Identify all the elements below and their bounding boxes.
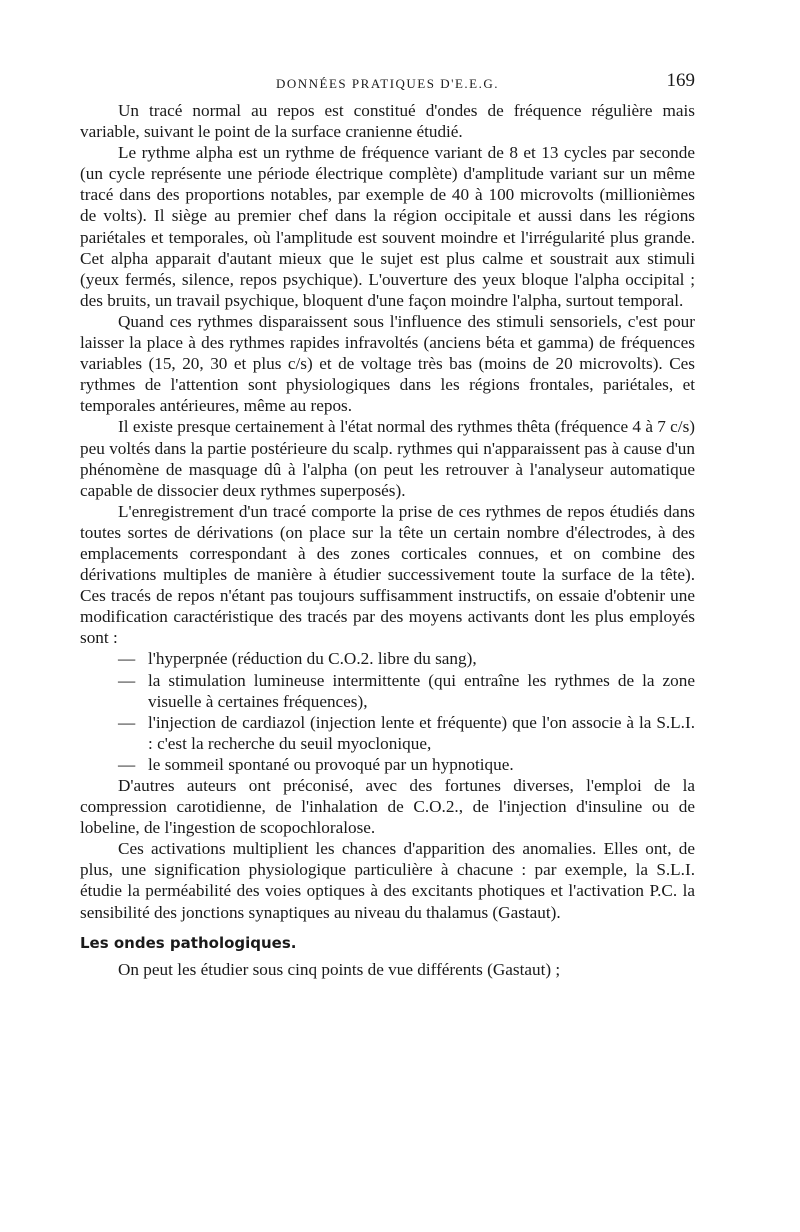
page-header	[80, 70, 695, 100]
activation-methods-list	[80, 648, 695, 775]
list-item-text: l'hyperpnée (réduction du C.O.2. libre du sang),	[148, 649, 477, 669]
paragraph-alpha-rhythm: Le rythme alpha est un rythme de fréquence variant de 8 et 13 cycles par seconde (un cycle représente une période électrique complète) d'amplitude variant sur un même tracé dans des proportions notables, par exemple de 40 à 100 microvolts (millionièmes de volts). Il siège au premier chef dans la région occipitale et aussi dans les régions pariétales et temporales, où l'amplitude est souvent moindre et l'irrégularité plus grande. Cet alpha apparait d'autant mieux que le sujet est plus calme et soustrait aux stimuli (yeux fermés, silence, repos psychique). L'ouverture des yeux bloque l'alpha occipital ; des bruits, un travail psychique, bloquent d'une façon moindre l'alpha, surtout temporal.	[80, 143, 695, 310]
list-item	[80, 670, 695, 712]
paragraph-recording: L'enregistrement d'un tracé comporte la prise de ces rythmes de repos étudiés dans toutes sortes de dérivations (on place sur la tête un certain nombre d'électrodes, à des emplacements correspondant à des zones corticales connues, et on combine des dérivations multiples de manière à étudier successivement toute la surface de la tête). Ces tracés de repos n'étant pas toujours suffisamment instructifs, on essaie d'obtenir une modification caractéristique des tracés par des moyens activants dont les plus employés sont :	[80, 501, 695, 648]
paragraph-normal-tracing: Un tracé normal au repos est constitué d'ondes de fréquence régulière mais variable, suivant le point de la surface cranienne étudié.	[80, 101, 695, 142]
running-title: DONNÉES PRATIQUES D'E.E.G.	[276, 76, 499, 91]
list-item	[80, 754, 695, 775]
list-item	[80, 648, 695, 669]
book-page	[80, 70, 695, 980]
list-item-text: la stimulation lumineuse intermittente (qui entraîne les rythmes de la zone visuelle à certaines fréquences),	[148, 670, 695, 711]
list-dash: —	[118, 754, 136, 774]
section-heading: Les ondes pathologiques.	[80, 933, 297, 952]
list-dash: —	[118, 649, 136, 669]
list-item-text: l'injection de cardiazol (injection lente et fréquente) que l'on associe à la S.L.I. : c'est la recherche du seuil myoclonique,	[148, 712, 695, 753]
page-number: 169	[666, 70, 695, 91]
paragraph-fast-rhythms: Quand ces rythmes disparaissent sous l'influence des stimuli sensoriels, c'est pour laisser la place à des rythmes rapides infravoltés (anciens béta et gamma) de fréquences variables (15, 20, 30 et plus c/s) et de voltage très bas (moins de 20 microvolts). Ces rythmes de l'attention sont physiologiques dans les régions frontales, pariétales, et temporales antérieures, même au repos.	[80, 311, 695, 416]
list-item-text: le sommeil spontané ou provoqué par un hypnotique.	[148, 754, 514, 774]
list-item	[80, 712, 695, 754]
list-dash: —	[118, 712, 136, 732]
paragraph-other-authors: D'autres auteurs ont préconisé, avec des fortunes diverses, l'emploi de la compression carotidienne, de l'inhalation de C.O.2., de l'injection d'insuline ou de lobeline, de l'ingestion de scopochloralose.	[80, 776, 695, 838]
paragraph-section-intro: On peut les étudier sous cinq points de vue différents (Gastaut) ;	[118, 959, 561, 979]
paragraph-activations: Ces activations multiplient les chances d'apparition des anomalies. Elles ont, de plus, une signification physiologique particulière à chacune : par exemple, la S.L.I. étudie la perméabilité des voies optiques à des excitants photiques et l'activation P.C. la sensibilité des jonctions synaptiques au niveau du thalamus (Gastaut).	[80, 839, 695, 922]
body-text	[80, 100, 695, 980]
list-dash: —	[118, 670, 136, 690]
paragraph-theta-rhythms: Il existe presque certainement à l'état normal des rythmes thêta (fréquence 4 à 7 c/s) peu voltés dans la partie postérieure du scalp. rythmes qui n'apparaissent pas à cause d'un phénomène de masquage dû à l'alpha (on peut les retrouver à l'analyseur automatique capable de dissocier deux rythmes superposés).	[80, 417, 695, 500]
